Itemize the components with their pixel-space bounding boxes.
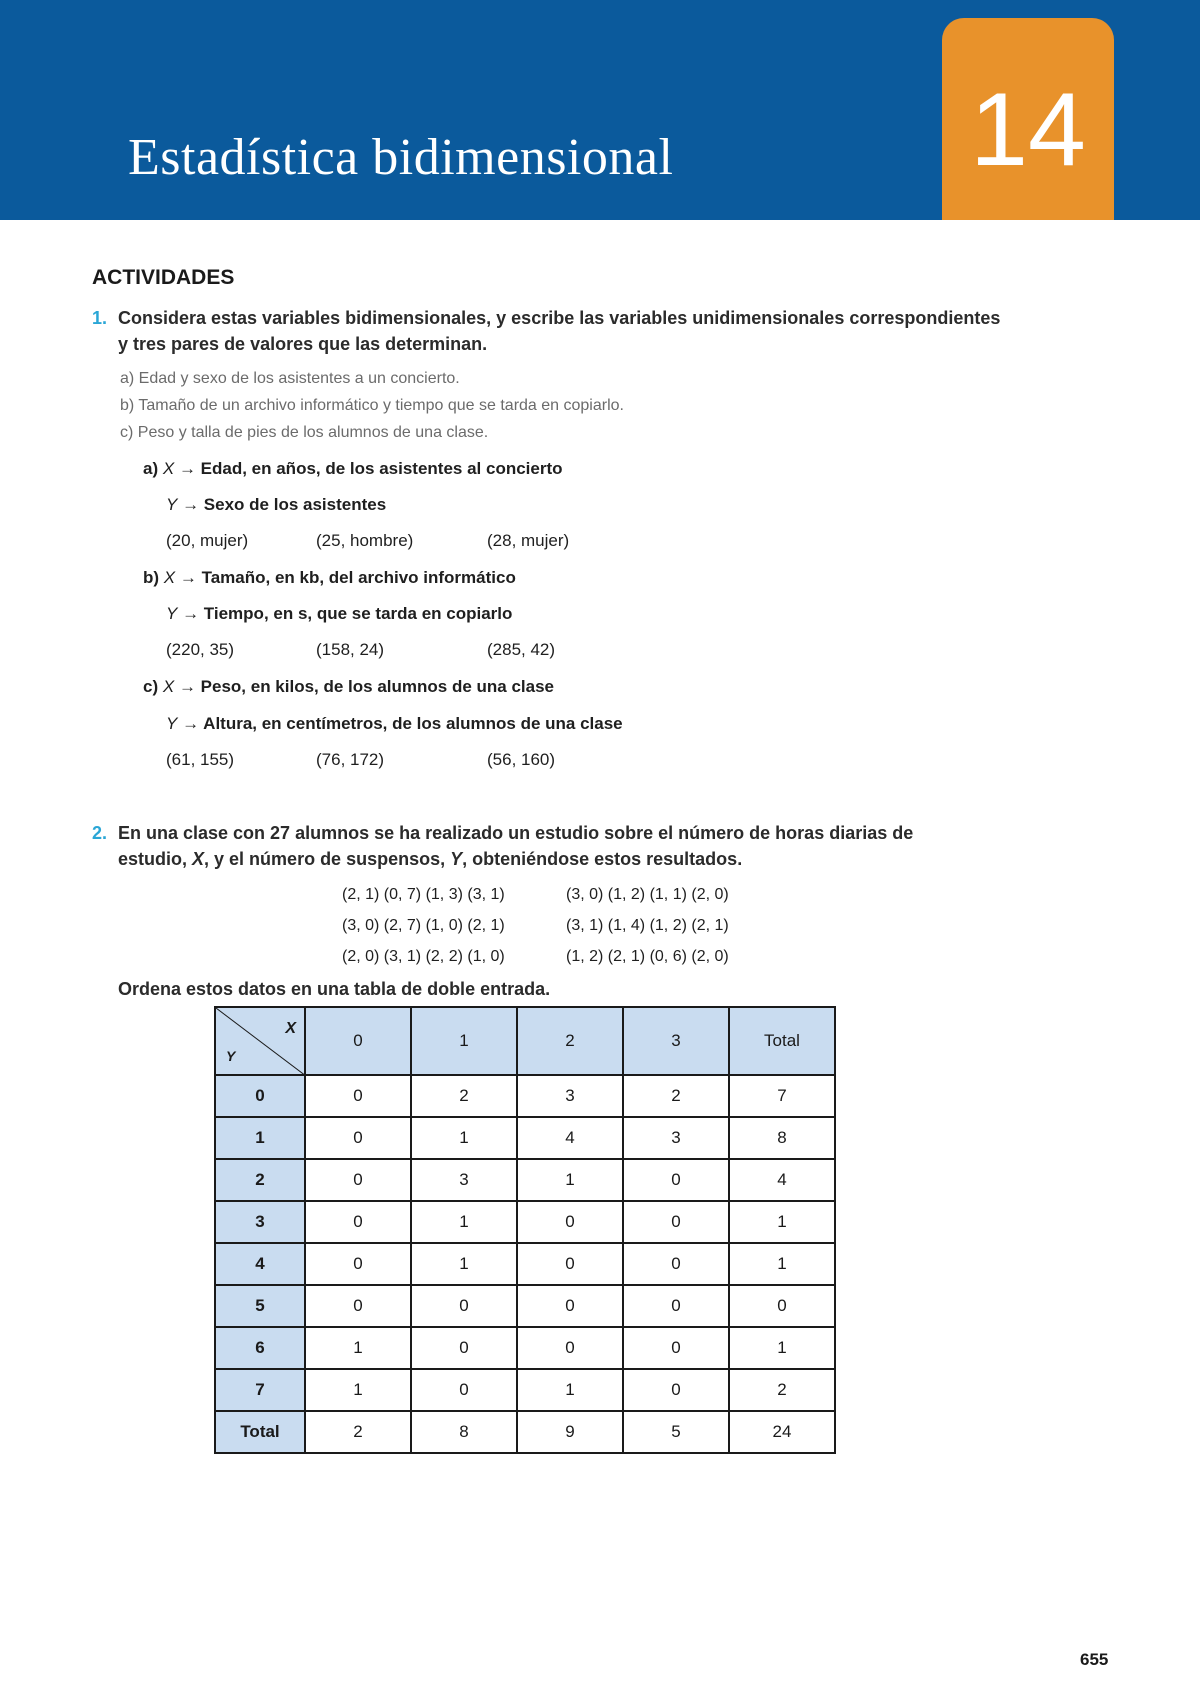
q2-line2-part-b: , y el número de suspensos, (204, 849, 451, 869)
answer-a-x-text: → Edad, en años, de los asistentes al concierto (178, 459, 563, 478)
chapter-banner (0, 0, 1200, 220)
q2-line2-y: Y (450, 849, 463, 869)
column-header: Total (729, 1007, 835, 1075)
table-cell: 3 (623, 1117, 729, 1159)
answer-b-pair-1: (220, 35) (166, 640, 235, 659)
table-cell: 0 (517, 1327, 623, 1369)
table-cell: 1 (305, 1369, 411, 1411)
data-right-row-2: (3, 1) (1, 4) (1, 2) (2, 1) (566, 917, 729, 934)
answer-c-pair-1: (61, 155) (166, 750, 235, 769)
column-header: 2 (517, 1007, 623, 1075)
answer-c-y-text: → Altura, en centímetros, de los alumnos de una clase (182, 714, 623, 733)
table-cell: 0 (517, 1201, 623, 1243)
statement-c: c) Peso y talla de pies de los alumnos de una clase. (120, 424, 489, 441)
table-cell: 0 (305, 1159, 411, 1201)
data-right-row-1: (3, 0) (1, 2) (1, 1) (2, 0) (566, 886, 729, 903)
table-cell: 4 (517, 1117, 623, 1159)
table-cell: 5 (623, 1411, 729, 1453)
table-cell: 0 (411, 1369, 517, 1411)
q2-line2-x: X (192, 849, 205, 869)
table-cell: 2 (729, 1369, 835, 1411)
table-row (215, 1075, 835, 1117)
answer-a-x-var: X (162, 459, 175, 478)
answer-a-pair-3: (28, mujer) (487, 531, 570, 550)
column-header: 1 (411, 1007, 517, 1075)
table-cell: 3 (411, 1159, 517, 1201)
table-cell: 1 (411, 1201, 517, 1243)
row-header: 5 (215, 1285, 305, 1327)
answer-c-label: c) (143, 677, 159, 696)
table-cell: 0 (305, 1285, 411, 1327)
answer-c-x-text: → Peso, en kilos, de los alumnos de una clase (178, 677, 555, 696)
answer-c-pair-2: (76, 172) (316, 750, 385, 769)
table-cell: 0 (729, 1285, 835, 1327)
table-cell: 4 (729, 1159, 835, 1201)
statement-b: b) Tamaño de un archivo informático y tiempo que se tarda en copiarlo. (120, 397, 624, 414)
table-cell: 24 (729, 1411, 835, 1453)
statement-a: a) Edad y sexo de los asistentes a un concierto. (120, 370, 460, 387)
table-row (215, 1117, 835, 1159)
data-right-row-3: (1, 2) (2, 1) (0, 6) (2, 0) (566, 948, 729, 965)
table-cell: 0 (517, 1243, 623, 1285)
data-left-row-1: (2, 1) (0, 7) (1, 3) (3, 1) (342, 886, 505, 903)
table-cell: 0 (411, 1285, 517, 1327)
row-header: 0 (215, 1075, 305, 1117)
table-cell: 3 (517, 1075, 623, 1117)
table-corner-cell (215, 1007, 305, 1075)
answer-b-x-text: → Tamaño, en kb, del archivo informático (179, 568, 516, 587)
answer-c-pair-3: (56, 160) (487, 750, 556, 769)
row-header: 1 (215, 1117, 305, 1159)
corner-diagonal-line (216, 1008, 306, 1076)
answer-b-y-var: Y (166, 604, 178, 623)
question-2-text-line1: En una clase con 27 alumnos se ha realizado un estudio sobre el número de horas diarias de (118, 823, 914, 843)
table-row (215, 1369, 835, 1411)
answer-c-y-line (166, 714, 623, 734)
question-1-text-line2: y tres pares de valores que las determinan. (118, 334, 488, 354)
page-number: 655 (1080, 1650, 1109, 1669)
question-2-text-line2 (118, 849, 742, 870)
table-cell: 0 (623, 1243, 729, 1285)
table-cell: 1 (411, 1243, 517, 1285)
answer-b-label: b) (143, 568, 160, 587)
table-cell: 1 (517, 1159, 623, 1201)
table-header-row (215, 1007, 835, 1075)
row-header: 4 (215, 1243, 305, 1285)
table-row (215, 1327, 835, 1369)
table-cell: 0 (623, 1159, 729, 1201)
table-cell: 2 (305, 1411, 411, 1453)
table-cell: 0 (305, 1243, 411, 1285)
table-cell: 1 (729, 1201, 835, 1243)
table-cell: 0 (623, 1369, 729, 1411)
chapter-badge (942, 18, 1114, 220)
answer-b-pair-3: (285, 42) (487, 640, 556, 659)
chapter-title: Estadística bidimensional (128, 129, 674, 186)
table-cell: 1 (411, 1117, 517, 1159)
table-row (215, 1285, 835, 1327)
answer-a-pair-1: (20, mujer) (166, 531, 249, 550)
table-cell: 1 (729, 1327, 835, 1369)
table-cell: 9 (517, 1411, 623, 1453)
row-header: 2 (215, 1159, 305, 1201)
table-cell: 0 (305, 1117, 411, 1159)
table-cell: 2 (623, 1075, 729, 1117)
q2-line2-part-a: estudio, (118, 849, 193, 869)
column-header: 0 (305, 1007, 411, 1075)
answer-b-pair-2: (158, 24) (316, 640, 385, 659)
answer-b-x-var: X (163, 568, 176, 587)
table-cell: 7 (729, 1075, 835, 1117)
table-cell: 0 (517, 1285, 623, 1327)
table-row (215, 1201, 835, 1243)
data-left-row-2: (3, 0) (2, 7) (1, 0) (2, 1) (342, 917, 505, 934)
table-cell: 1 (729, 1243, 835, 1285)
chapter-number: 14 (970, 72, 1086, 188)
table-cell: 0 (305, 1201, 411, 1243)
data-left-row-3: (2, 0) (3, 1) (2, 2) (1, 0) (342, 948, 505, 965)
row-header: 7 (215, 1369, 305, 1411)
answer-c-x-var: X (162, 677, 175, 696)
section-heading: ACTIVIDADES (92, 266, 235, 289)
corner-y-label: Y (226, 1048, 236, 1064)
table-cell: 0 (623, 1285, 729, 1327)
answer-b-y-text: → Tiempo, en s, que se tarda en copiarlo (182, 604, 513, 623)
question-1-text-line1: Considera estas variables bidimensionales, y escribe las variables unidimensionales correspondientes (118, 308, 1001, 328)
table-cell: 8 (411, 1411, 517, 1453)
table-cell: 8 (729, 1117, 835, 1159)
table-cell: 0 (411, 1327, 517, 1369)
answer-a-y-line (166, 495, 386, 515)
question-1-number: 1. (92, 308, 108, 328)
row-header: Total (215, 1411, 305, 1453)
answer-a-y-var: Y (166, 495, 178, 514)
table-cell: 1 (305, 1327, 411, 1369)
table-cell: 1 (517, 1369, 623, 1411)
column-header: 3 (623, 1007, 729, 1075)
answer-b-x-line (143, 568, 516, 588)
answer-a-y-text: → Sexo de los asistentes (182, 495, 387, 514)
table-cell: 0 (623, 1201, 729, 1243)
table-cell: 2 (411, 1075, 517, 1117)
answer-c-x-line (143, 677, 554, 697)
question-2-instruction: Ordena estos datos en una tabla de doble entrada. (118, 979, 551, 999)
answer-a-label: a) (143, 459, 159, 478)
question-2-number: 2. (92, 823, 108, 843)
row-header: 3 (215, 1201, 305, 1243)
row-header: 6 (215, 1327, 305, 1369)
table-cell: 0 (305, 1075, 411, 1117)
answer-b-y-line (166, 604, 512, 624)
answer-a-x-line (143, 459, 563, 479)
answer-c-y-var: Y (166, 714, 178, 733)
answer-a-pair-2: (25, hombre) (316, 531, 414, 550)
corner-x-label: X (285, 1020, 296, 1037)
frequency-table (214, 1006, 836, 1454)
table-row (215, 1159, 835, 1201)
table-row-total (215, 1411, 835, 1453)
table-row (215, 1243, 835, 1285)
q2-line2-part-c: , obteniéndose estos resultados. (462, 849, 743, 869)
table-cell: 0 (623, 1327, 729, 1369)
